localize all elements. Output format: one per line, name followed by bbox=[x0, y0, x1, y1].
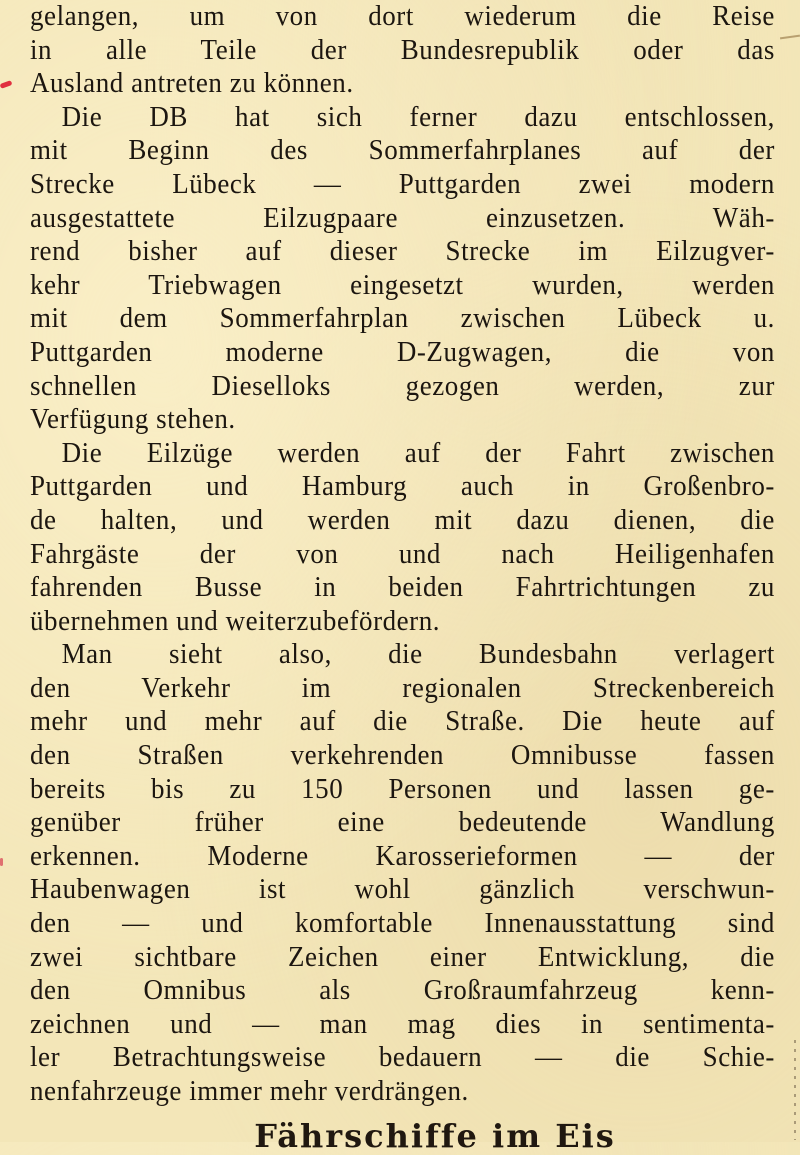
text-line: Haubenwagen ist wohl gänzlich verschwun- bbox=[30, 873, 775, 906]
heading-text: Fährschiffe im Eis bbox=[254, 1117, 616, 1155]
article-column bbox=[30, 0, 775, 1109]
text-line: Puttgarden moderne D-Zugwagen, die von bbox=[30, 335, 775, 368]
red-ink-dot bbox=[0, 858, 3, 866]
paragraph-start-line: Die DB hat sich ferner dazu entschlossen, bbox=[61, 100, 775, 133]
text-line: nenfahrzeuge immer mehr verdrängen. bbox=[30, 1075, 469, 1107]
text-line: in alle Teile der Bundesrepublik oder das bbox=[30, 33, 775, 66]
text-line: de halten, und werden mit dazu dienen, die bbox=[30, 503, 775, 536]
paper-edge-mark bbox=[780, 35, 800, 40]
text-line: Fahrgäste der von und nach Heiligenhafen bbox=[30, 537, 775, 570]
next-article-heading bbox=[0, 1117, 800, 1155]
text-line: fahrenden Busse in beiden Fahrtrichtungen zu bbox=[30, 571, 775, 604]
text-line: Puttgarden und Hamburg auch in Großenbro- bbox=[30, 470, 775, 503]
text-line: den Omnibus als Großraumfahrzeug kenn- bbox=[30, 974, 775, 1007]
text-line: Strecke Lübeck — Puttgarden zwei modern bbox=[30, 167, 775, 200]
text-line: übernehmen und weiterzubefördern. bbox=[30, 604, 441, 637]
text-line: gelangen, um von dort wiederum die Reise bbox=[30, 0, 775, 32]
text-line: erkennen. Moderne Karosserieformen — der bbox=[30, 839, 775, 872]
text-line: bereits bis zu 150 Personen und lassen ge- bbox=[30, 772, 775, 805]
paragraph-start-line: Man sieht also, die Bundesbahn verlagert bbox=[61, 638, 775, 671]
text-line: den — und komfortable Innenausstattung sind bbox=[30, 907, 775, 940]
text-line: schnellen Dieselloks gezogen werden, zur bbox=[30, 369, 775, 402]
red-ink-mark bbox=[0, 80, 12, 89]
text-line: zeichnen und — man mag dies in sentimenta- bbox=[30, 1007, 775, 1040]
text-line: den Straßen verkehrenden Omnibusse fassen bbox=[30, 739, 775, 772]
paragraph-start-line: Die Eilzüge werden auf der Fahrt zwischen bbox=[61, 436, 775, 469]
text-line: ausgestattete Eilzugpaare einzusetzen. Wäh- bbox=[30, 201, 775, 234]
text-line: rend bisher auf dieser Strecke im Eilzugver- bbox=[30, 235, 775, 268]
text-line: mit dem Sommerfahrplan zwischen Lübeck u. bbox=[30, 302, 775, 335]
text-line: genüber früher eine bedeutende Wandlung bbox=[30, 806, 775, 839]
text-line: den Verkehr im regionalen Streckenbereich bbox=[30, 671, 775, 704]
text-line: zwei sichtbare Zeichen einer Entwicklung, die bbox=[30, 940, 775, 973]
text-line: kehr Triebwagen eingesetzt wurden, werden bbox=[30, 268, 775, 301]
text-line: Ausland antreten zu können. bbox=[30, 67, 354, 100]
text-line: ler Betrachtungsweise bedauern — die Schie- bbox=[30, 1041, 775, 1074]
text-line: mehr und mehr auf die Straße. Die heute auf bbox=[30, 705, 775, 738]
text-line: mit Beginn des Sommerfahrplanes auf der bbox=[30, 134, 775, 167]
text-line: Verfügung stehen. bbox=[30, 403, 236, 436]
